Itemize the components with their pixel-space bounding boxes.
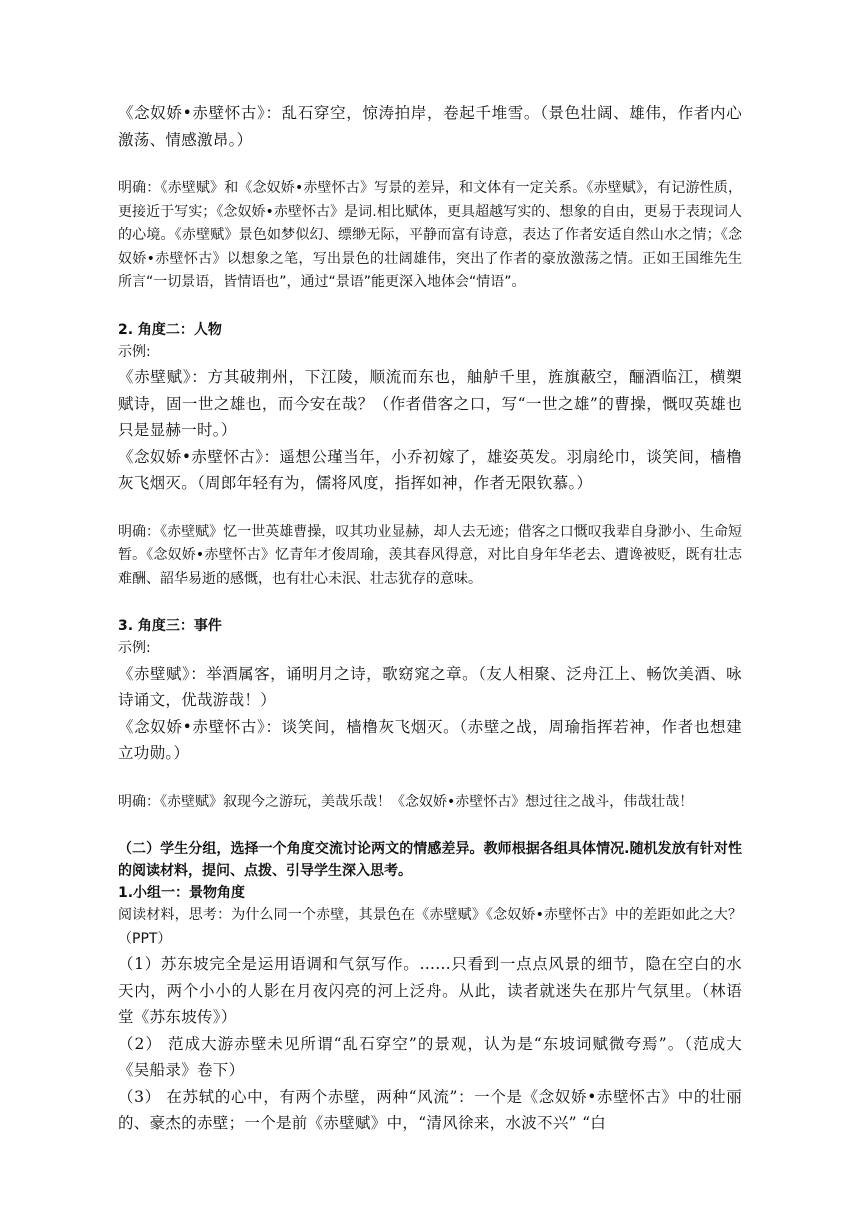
group1-heading: 1.小组一：景物角度: [118, 885, 246, 901]
reference-3: （3） 在苏轼的心中，有两个赤壁，两种“风流”：一个是《念奴娇•赤壁怀古》中的壮丽的、豪杰的赤壁；一个是前《赤壁赋》中，“清风徐来，水波不兴” “白: [118, 1087, 742, 1132]
example-label: 示例:: [118, 640, 151, 656]
niannu-event-example: 《念奴娇•赤壁怀古》：谈笑间，樯橹灰飞烟灭。（赤壁之战，周瑜指挥若神，作者也想建立功勋。）: [118, 717, 742, 762]
section-heading-characters: 2. 角度二：人物: [118, 321, 222, 338]
chibi-event-example: 《赤壁赋》：举酒属客，诵明月之诗，歌窈窕之章。（友人相聚、泛舟江上、畅饮美酒、咏诗诵文，优哉游哉！）: [118, 664, 742, 709]
reference-2: （2） 范成大游赤壁未见所谓“乱石穿空”的景观，认为是“东坡词赋微夸焉”。（范成大《吴船录》卷下）: [118, 1034, 742, 1079]
section-heading-events: 3. 角度三：事件: [118, 618, 222, 634]
events-clarification: 明确：《赤壁赋》叙现今之游玩，美哉乐哉！《念奴娇•赤壁怀古》想过往之战斗，伟哉壮哉！: [118, 793, 694, 810]
group-discussion-heading: （二）学生分组，选择一个角度交流讨论两文的情感差异。教师根据各组具体情况.随机发放有针对性的阅读材料，提问、点拨、引导学生深入思考。: [118, 841, 742, 879]
example-label: 示例:: [118, 343, 151, 360]
niannu-scene-example: 《念奴娇•赤壁怀古》：乱石穿空，惊涛拍岸，卷起千堆雪。（景色壮阔、雄伟，作者内心激荡、情感激昂。）: [118, 104, 742, 149]
reading-material-prompt: 阅读材料，思考：为什么同一个赤壁，其景色在《赤壁赋》《念奴娇•赤壁怀古》中的差距如此之大？（PPT）: [118, 907, 742, 947]
characters-clarification: 明确：《赤壁赋》忆一世英雄曹操，叹其功业显赫，却人去无迹；借客之口慨叹我辈自身渺小、生命短暂。《念奴娇•赤壁怀古》忆青年才俊周瑜，羡其春风得意，对比自身年华老去、遭谗被贬，既有壮志难酬、韶华易逝的感慨，也有壮心未泯、壮志犹存的意味。: [118, 523, 742, 587]
chibi-character-example: 《赤壁赋》：方其破荆州，下江陵，顺流而东也，舳舻千里，旌旗蔽空，酾酒临江，横槊赋诗，固一世之雄也，而今安在哉？（作者借客之口，写“一世之雄”的曹操，慨叹英雄也只是显赫一时。）: [118, 368, 742, 439]
niannu-character-example: 《念奴娇•赤壁怀古》：遥想公瑾当年，小乔初嫁了，雄姿英发。羽扇纶巾，谈笑间，樯橹灰飞烟灭。（周郎年轻有为，儒将风度，指挥如神，作者无限钦慕。）: [118, 447, 742, 492]
reference-1: （1）苏东坡完全是运用语调和气氛写作。……只看到一点点风景的细节，隐在空白的水天内，两个小小的人影在月夜闪亮的河上泛舟。从此，读者就迷失在那片气氛里。（林语堂《苏东坡传》）: [118, 955, 742, 1026]
document-body: [118, 100, 742, 1137]
scene-clarification: 明确：《赤壁赋》和《念奴娇•赤壁怀古》写景的差异，和文体有一定关系。《赤壁赋》，有记游性质，更接近于写实；《念奴娇•赤壁怀古》是词.相比赋体，更具超越写实的、想象的自由，更易于表现词人的心境。《赤壁赋》景色如梦似幻、缥缈无际，平静而富有诗意，表达了作者安适自然山水之情；《念奴娇•赤壁怀古》以想象之笔，写出景色的壮阔雄伟，突出了作者的豪放激荡之情。正如王国维先生所言“一切景语，皆情语也”，通过“景语”能更深入地体会“情语”。: [118, 180, 742, 290]
